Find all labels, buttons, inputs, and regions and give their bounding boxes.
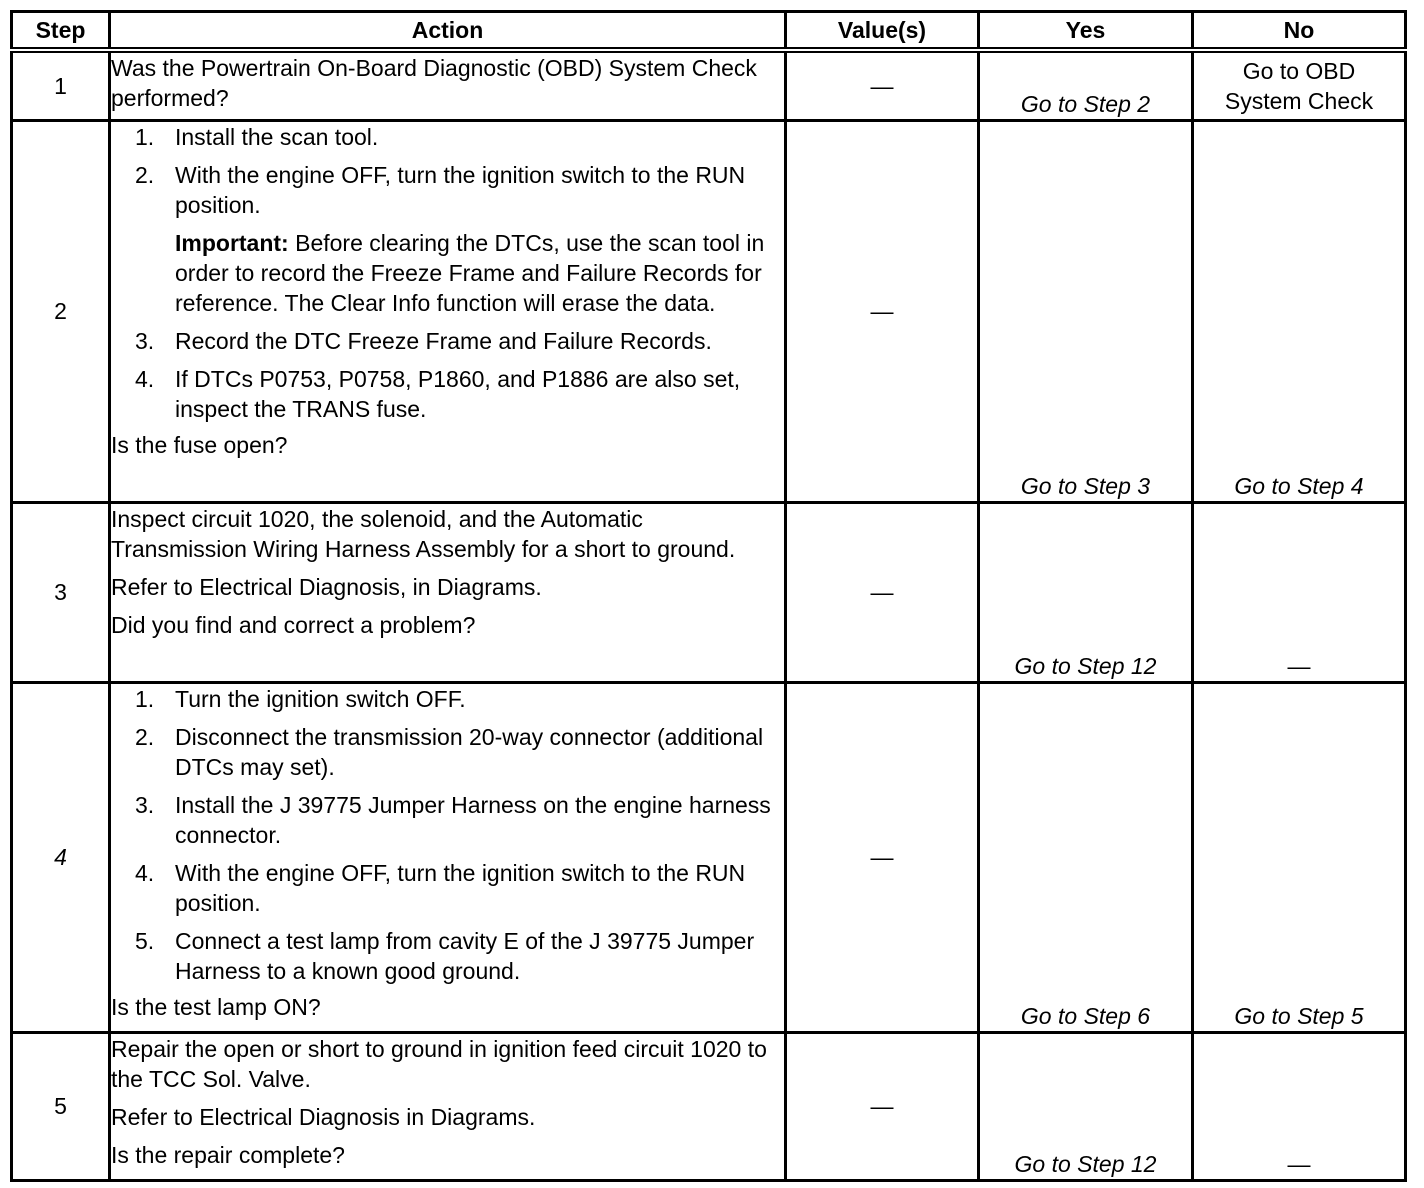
list-item-number: 3.	[135, 791, 155, 818]
action-paragraph: Refer to Electrical Diagnosis, in Diagrams.	[111, 573, 542, 600]
list-item	[111, 122, 784, 152]
list-item-text: Connect a test lamp from cavity E of the J 39775 Jumper Harness to a known good ground.	[175, 927, 755, 984]
no-cell-text: Go to OBD System Check	[1224, 57, 1374, 114]
action-list	[111, 684, 784, 986]
list-item-number: 4.	[135, 365, 155, 392]
list-item	[111, 364, 784, 424]
list-item-number: 1.	[135, 123, 155, 150]
step-number: 5	[12, 1032, 110, 1180]
step-number: 1	[12, 50, 110, 120]
no-cell: —	[1193, 502, 1406, 682]
list-item-text: If DTCs P0753, P0758, P1860, and P1886 are also set, inspect the TRANS fuse.	[175, 365, 741, 422]
header-action: Action	[110, 12, 786, 51]
action-cell	[110, 50, 786, 120]
important-note	[111, 228, 784, 318]
action-paragraph: Inspect circuit 1020, the solenoid, and the Automatic Transmission Wiring Harness Assembly for a short to ground.	[111, 505, 736, 562]
list-item-number: 5.	[135, 927, 155, 954]
action-question: Was the Powertrain On-Board Diagnostic (OBD) System Check performed?	[111, 55, 757, 111]
action-cell	[110, 1032, 786, 1180]
value-cell: —	[786, 682, 979, 1032]
list-item-text: Install the J 39775 Jumper Harness on the engine harness connector.	[175, 791, 771, 848]
list-item	[111, 790, 784, 850]
table-row-step-3	[12, 502, 1406, 682]
no-cell: Go to Step 5	[1193, 682, 1406, 1032]
yes-cell: Go to Step 2	[979, 50, 1193, 120]
header-yes: Yes	[979, 12, 1193, 51]
list-item-text: Record the DTC Freeze Frame and Failure Records.	[175, 327, 712, 354]
diagnostic-table-wrapper	[10, 10, 1407, 1182]
yes-cell: Go to Step 3	[979, 120, 1193, 502]
list-item-text: With the engine OFF, turn the ignition switch to the RUN position.	[175, 859, 746, 916]
list-item-number: 1.	[135, 685, 155, 712]
list-item	[111, 326, 784, 356]
list-item-number: 4.	[135, 859, 155, 886]
header-no: No	[1193, 12, 1406, 51]
action-question: Is the test lamp ON?	[111, 993, 321, 1020]
action-cell	[110, 502, 786, 682]
yes-cell: Go to Step 12	[979, 1032, 1193, 1180]
list-item-number: 2.	[135, 161, 155, 188]
action-list	[111, 122, 784, 220]
header-step: Step	[12, 12, 110, 51]
value-cell: —	[786, 50, 979, 120]
list-item-text: With the engine OFF, turn the ignition switch to the RUN position.	[175, 161, 746, 218]
action-cell	[110, 120, 786, 502]
table-row-step-4	[12, 682, 1406, 1032]
no-cell: —	[1193, 1032, 1406, 1180]
list-item	[111, 926, 784, 986]
list-item-text: Install the scan tool.	[175, 123, 379, 150]
action-list	[111, 326, 784, 424]
action-cell	[110, 682, 786, 1032]
header-row	[12, 12, 1406, 51]
no-cell: Go to Step 4	[1193, 120, 1406, 502]
value-cell: —	[786, 1032, 979, 1180]
table-row-step-2	[12, 120, 1406, 502]
step-number: 3	[12, 502, 110, 682]
yes-cell: Go to Step 12	[979, 502, 1193, 682]
list-item	[111, 722, 784, 782]
no-cell	[1193, 50, 1406, 120]
action-paragraph: Refer to Electrical Diagnosis in Diagrams.	[111, 1103, 536, 1130]
step-number: 2	[12, 120, 110, 502]
step-number: 4	[12, 682, 110, 1032]
value-cell: —	[786, 502, 979, 682]
action-question: Is the fuse open?	[111, 431, 288, 458]
list-item-text: Disconnect the transmission 20-way connector (additional DTCs may set).	[175, 723, 764, 780]
yes-cell: Go to Step 6	[979, 682, 1193, 1032]
diagnostic-table	[10, 10, 1407, 1182]
list-item	[111, 858, 784, 918]
action-paragraph: Repair the open or short to ground in ignition feed circuit 1020 to the TCC Sol. Valve.	[111, 1035, 767, 1092]
important-label: Important:	[175, 229, 289, 256]
list-item	[111, 684, 784, 714]
header-values: Value(s)	[786, 12, 979, 51]
action-question: Did you find and correct a problem?	[111, 611, 476, 638]
list-item	[111, 160, 784, 220]
action-question: Is the repair complete?	[111, 1141, 345, 1168]
table-row-step-5	[12, 1032, 1406, 1180]
value-cell: —	[786, 120, 979, 502]
table-row-step-1	[12, 50, 1406, 120]
important-text: Before clearing the DTCs, use the scan tool in order to record the Freeze Frame and Failure Records for reference. The Clear Info function will erase the data.	[175, 229, 765, 316]
list-item-text: Turn the ignition switch OFF.	[175, 685, 466, 712]
list-item-number: 2.	[135, 723, 155, 750]
list-item-number: 3.	[135, 327, 155, 354]
